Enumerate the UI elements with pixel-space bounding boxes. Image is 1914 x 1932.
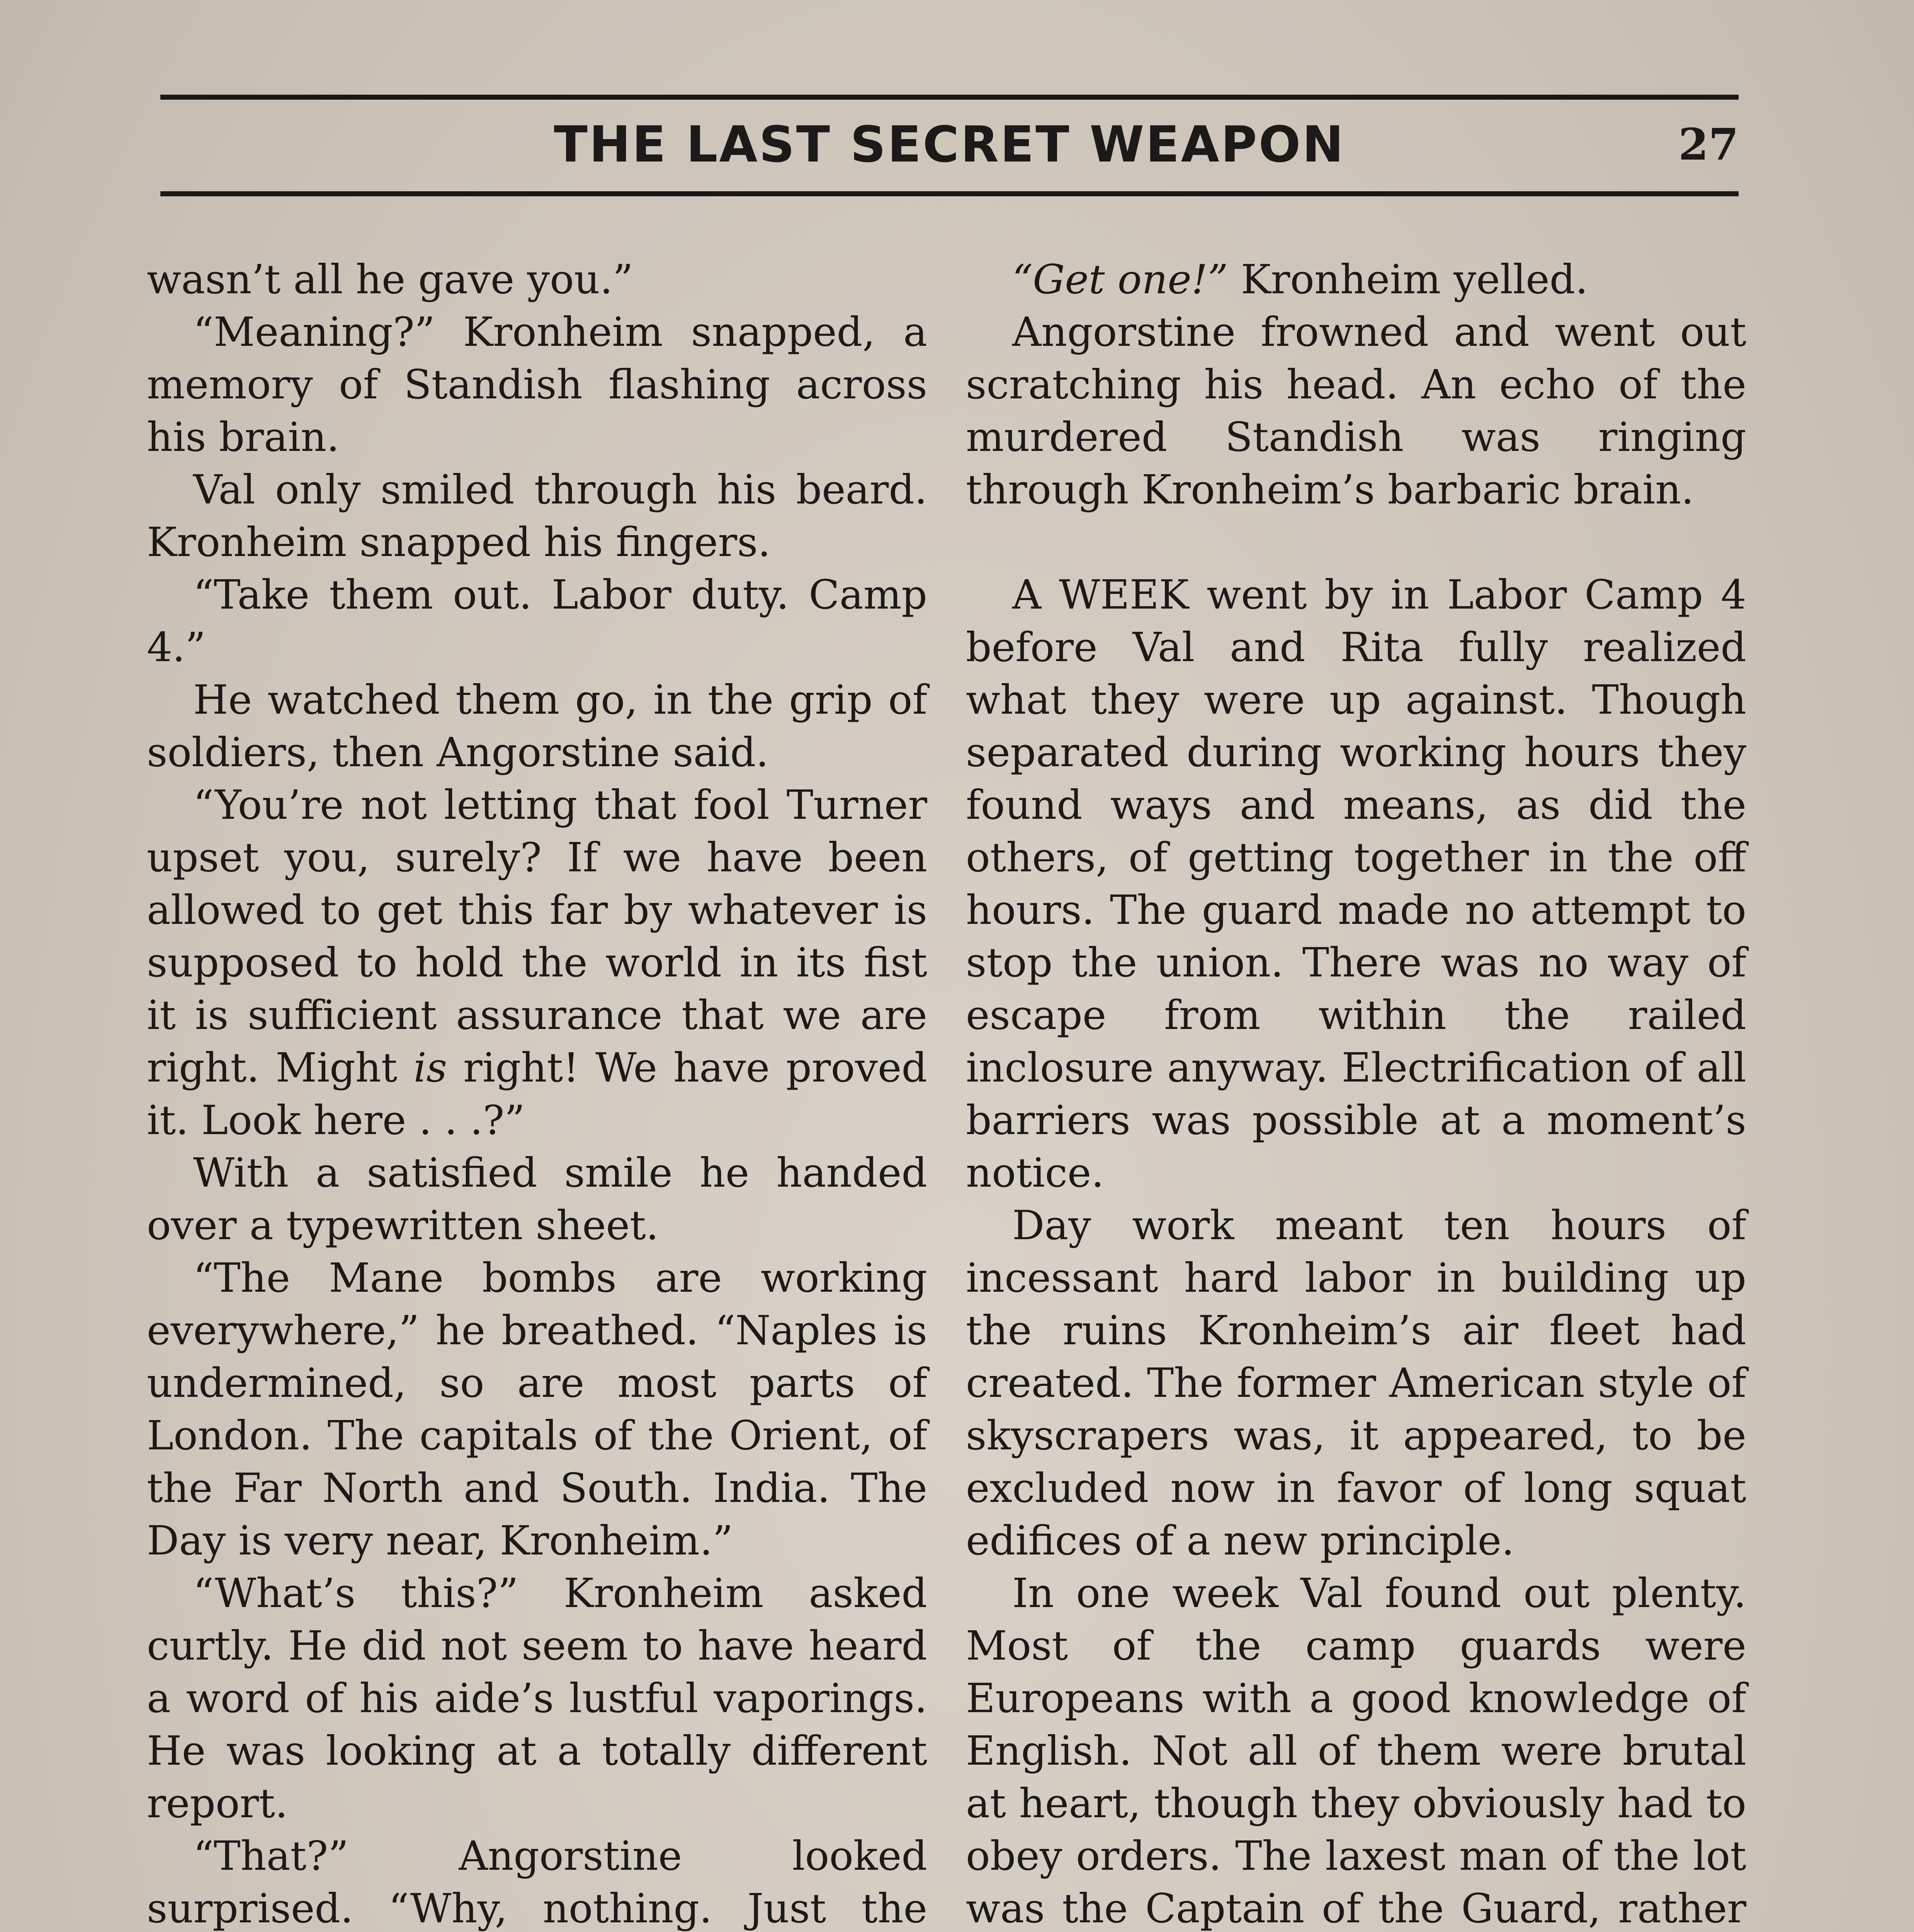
page-number: 27 (1678, 119, 1739, 170)
paragraph: wasn’t all he gave you.” (147, 256, 633, 303)
paragraph: “That?” Angorstine looked surprised. “Why, nothing. Just the (147, 1832, 927, 1932)
left-column (147, 253, 927, 1932)
paragraph: “Take them out. Labor duty. Camp 4.” (147, 571, 927, 671)
paragraph: Val only smiled through his beard. Kronheim snapped his fingers. (147, 466, 927, 566)
text-run: “You’re not letting that fool Turner upset you, surely? If we have been allowed to get this far by whatever is supposed to hold the world in its fist it is sufficient assurance that we are right. Might (147, 781, 927, 1091)
italic-text: is (413, 1044, 447, 1091)
running-title: THE LAST SECRET WEAPON (554, 116, 1345, 173)
paragraph: Angorstine frowned and went out scratching his head. An echo of the murdered Standish was ringing through Kronheim’s barbaric brain. (966, 308, 1746, 513)
paragraph: Day work meant ten hours of incessant hard labor in building up the ruins Kronheim’s air fleet had created. The former American style of skyscrapers was, it appeared, to be excluded now in favor of long squat edifices of a new principle. (966, 1202, 1746, 1564)
paragraph: “What’s this?” Kronheim asked curtly. He did not seem to have heard a word of his aide’s lustful vaporings. He was looking at a totally different report. (147, 1570, 927, 1827)
header-top-rule (160, 95, 1739, 100)
text-run: right! We have proved it. Look here . . .?” (147, 1044, 927, 1144)
paragraph: In one week Val found out plenty. Most of the camp guards were Europeans with a good knowledge of English. Not all of them were brutal at heart, though they obviously had to obey orders. The laxest man of the lot was the Captain of the Guard, rather (966, 1570, 1746, 1932)
italic-text: “Get one!” (1012, 256, 1228, 303)
header-bottom-rule (160, 191, 1739, 196)
paragraph: “The Mane bombs are working everywhere,” he breathed. “Naples is undermined, so are most parts of London. The capitals of the Orient, of the Far North and South. India. The Day is very near, Kronheim.” (147, 1254, 927, 1564)
paragraph: With a satisfied smile he handed over a typewritten sheet. (147, 1149, 927, 1249)
paragraph (147, 779, 927, 1146)
paragraph (966, 253, 1746, 306)
text-run: Kronheim yelled. (1228, 256, 1588, 303)
paragraph: “Meaning?” Kronheim snapped, a memory of Standish flashing across his brain. (147, 308, 927, 461)
paragraph: He watched them go, in the grip of soldiers, then Angorstine said. (147, 676, 927, 776)
right-column (966, 253, 1746, 1932)
section-paragraph: A WEEK went by in Labor Camp 4 before Val and Rita fully realized what they were up against. Though separated during working hours they found ways and means, as did the others, of getting together in the off hours. The guard made no attempt to stop the union. There was no way of escape from within the railed inclosure anyway. Electrification of all barriers was possible at a moment’s notice. (966, 571, 1746, 1196)
